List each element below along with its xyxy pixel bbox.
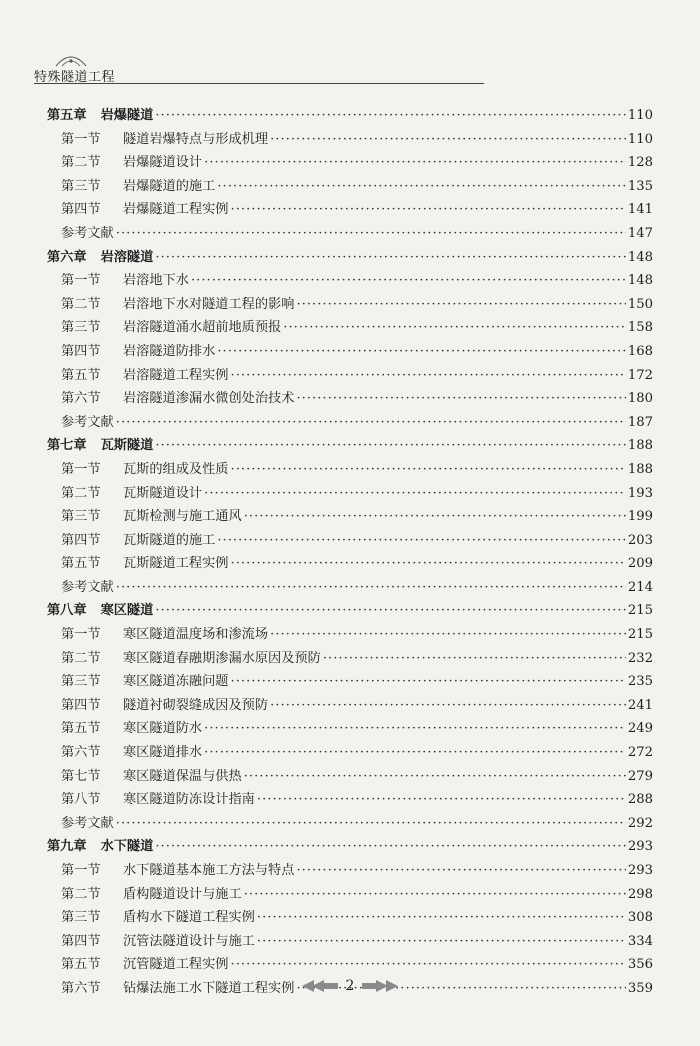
toc-page-number: 356 bbox=[627, 957, 653, 973]
toc-number: 第二节 bbox=[61, 155, 101, 171]
toc-label bbox=[47, 552, 229, 576]
toc-label bbox=[47, 104, 153, 128]
toc-number: 第二节 bbox=[61, 650, 101, 666]
toc-page-number: 292 bbox=[627, 815, 653, 831]
toc-number: 第六节 bbox=[61, 980, 101, 996]
toc-page-number: 249 bbox=[627, 721, 653, 737]
toc-page-number: 150 bbox=[627, 296, 653, 312]
toc-section-row bbox=[47, 883, 653, 907]
toc-label bbox=[47, 529, 215, 553]
toc-number: 第三节 bbox=[61, 320, 101, 336]
toc-section-row bbox=[47, 694, 653, 718]
toc-page-number: 148 bbox=[627, 273, 653, 289]
dot-leader bbox=[231, 458, 626, 482]
dot-leader bbox=[270, 694, 626, 718]
toc-label bbox=[47, 434, 153, 458]
double-arrow-left-icon bbox=[300, 979, 340, 993]
dot-leader bbox=[296, 293, 625, 317]
toc-title: 参考文献 bbox=[61, 225, 114, 241]
toc-title: 岩爆隧道的施工 bbox=[123, 178, 216, 194]
toc-page-number: 293 bbox=[627, 863, 653, 878]
toc-title: 寒区隧道春融期渗漏水原因及预防 bbox=[123, 650, 321, 666]
toc-number: 第五章 bbox=[47, 108, 87, 123]
toc-number: 第三节 bbox=[61, 674, 101, 690]
toc-page-number: 188 bbox=[627, 438, 653, 454]
toc-title: 寒区隧道 bbox=[100, 603, 154, 619]
dot-leader bbox=[204, 151, 626, 175]
toc-reference-row bbox=[47, 411, 653, 435]
toc-section-row bbox=[47, 458, 653, 482]
dot-leader bbox=[257, 788, 626, 812]
toc-page-number: 147 bbox=[627, 225, 653, 241]
toc-page-number: 110 bbox=[627, 108, 653, 123]
toc-label bbox=[47, 883, 242, 907]
toc-title: 沉管法隧道设计与施工 bbox=[123, 933, 255, 949]
toc-number: 第五节 bbox=[61, 957, 101, 973]
toc-page-number: 148 bbox=[627, 249, 653, 265]
toc-page-number: 168 bbox=[627, 343, 653, 359]
toc-title: 瓦斯隧道 bbox=[100, 438, 154, 454]
toc-title: 岩爆隧道设计 bbox=[123, 155, 203, 171]
dot-leader bbox=[270, 128, 626, 152]
toc-section-row bbox=[47, 269, 653, 293]
toc-label bbox=[47, 246, 153, 270]
toc-page-number: 158 bbox=[627, 320, 653, 336]
toc-number: 第九章 bbox=[47, 839, 87, 855]
dot-leader bbox=[244, 765, 626, 789]
dot-leader bbox=[204, 717, 626, 741]
toc-page-number: 193 bbox=[627, 485, 653, 501]
toc-number: 第一节 bbox=[61, 273, 101, 289]
toc-page-number: 232 bbox=[627, 650, 653, 666]
toc-label bbox=[47, 269, 189, 293]
toc-title: 参考文献 bbox=[61, 579, 114, 595]
dot-leader bbox=[116, 812, 626, 836]
toc-title: 瓦斯隧道设计 bbox=[123, 485, 203, 501]
toc-page-number: 235 bbox=[627, 674, 653, 690]
toc-title: 参考文献 bbox=[61, 815, 114, 831]
toc-title: 岩溶隧道渗漏水微创处治技术 bbox=[123, 391, 295, 407]
dot-leader bbox=[155, 246, 626, 270]
toc-section-row bbox=[47, 930, 653, 954]
dot-leader bbox=[116, 576, 626, 600]
dot-leader bbox=[155, 835, 626, 859]
toc-page-number: 215 bbox=[627, 603, 653, 619]
toc-number: 第三节 bbox=[61, 178, 101, 194]
toc-reference-row bbox=[47, 576, 653, 600]
toc-title: 水下隧道 bbox=[100, 839, 154, 855]
toc-label bbox=[47, 482, 202, 506]
toc-title: 岩溶地下水对隧道工程的影响 bbox=[123, 296, 295, 312]
toc-title: 参考文献 bbox=[61, 414, 114, 430]
toc-number: 第三节 bbox=[61, 910, 101, 926]
toc-chapter-row bbox=[47, 835, 653, 859]
toc-reference-row bbox=[47, 222, 653, 246]
dot-leader bbox=[231, 552, 626, 576]
toc-number: 第五节 bbox=[61, 556, 101, 572]
toc-label bbox=[47, 198, 229, 222]
double-arrow-right-icon bbox=[360, 979, 400, 993]
toc-number: 第五节 bbox=[61, 721, 101, 737]
toc-label bbox=[47, 930, 255, 954]
toc-page-number: 241 bbox=[627, 697, 653, 713]
toc-chapter-row bbox=[47, 246, 653, 270]
toc-section-row bbox=[47, 340, 653, 364]
toc-label bbox=[47, 458, 229, 482]
toc-number: 第五节 bbox=[61, 367, 101, 383]
toc-number: 第六章 bbox=[47, 249, 87, 265]
toc-number: 第三节 bbox=[61, 509, 101, 525]
toc-page-number: 215 bbox=[627, 627, 653, 643]
toc-label bbox=[47, 670, 229, 694]
header-rule bbox=[34, 83, 484, 84]
dot-leader bbox=[257, 906, 626, 930]
toc-title: 钻爆法施工水下隧道工程实例 bbox=[123, 980, 295, 996]
toc-label bbox=[47, 906, 255, 930]
toc-number: 第二节 bbox=[61, 296, 101, 312]
page-number: 2 bbox=[345, 978, 355, 994]
toc-section-row bbox=[47, 741, 653, 765]
dot-leader bbox=[217, 529, 626, 553]
toc-page-number: 209 bbox=[627, 556, 653, 572]
toc-label bbox=[47, 293, 294, 317]
toc-section-row bbox=[47, 505, 653, 529]
toc-title: 盾构隧道设计与施工 bbox=[123, 886, 242, 902]
toc-page-number: 172 bbox=[627, 367, 653, 383]
toc-label bbox=[47, 316, 281, 340]
toc-page-number: 203 bbox=[627, 532, 653, 548]
toc-number: 第六节 bbox=[61, 745, 101, 761]
dot-leader bbox=[155, 599, 626, 623]
toc-section-row bbox=[47, 151, 653, 175]
toc-title: 水下隧道基本施工方法与特点 bbox=[123, 863, 295, 878]
toc-page-number: 199 bbox=[627, 509, 653, 525]
toc-number: 第一节 bbox=[61, 131, 101, 147]
toc-number: 第四节 bbox=[61, 202, 101, 218]
toc-label bbox=[47, 599, 153, 623]
toc-section-row bbox=[47, 765, 653, 789]
toc-chapter-row bbox=[47, 599, 653, 623]
toc-section-row bbox=[47, 788, 653, 812]
toc-number: 第八章 bbox=[47, 603, 87, 619]
page-footer bbox=[0, 974, 700, 998]
toc-section-row bbox=[47, 316, 653, 340]
toc-label bbox=[47, 765, 242, 789]
dot-leader bbox=[283, 316, 626, 340]
dot-leader bbox=[231, 198, 626, 222]
toc-label bbox=[47, 788, 255, 812]
dot-leader bbox=[116, 222, 626, 246]
toc-section-row bbox=[47, 128, 653, 152]
toc-title: 隧道衬砌裂缝成因及预防 bbox=[123, 697, 269, 713]
toc-section-row bbox=[47, 529, 653, 553]
toc-page-number: 288 bbox=[627, 792, 653, 808]
toc-label bbox=[47, 411, 114, 435]
toc-page-number: 188 bbox=[627, 461, 653, 477]
toc-number: 第二节 bbox=[61, 485, 101, 501]
toc-title: 盾构水下隧道工程实例 bbox=[123, 910, 255, 926]
toc-title: 隧道岩爆特点与形成机理 bbox=[123, 131, 269, 147]
dot-leader bbox=[257, 930, 626, 954]
toc-label bbox=[47, 340, 215, 364]
toc-label bbox=[47, 623, 268, 647]
toc-page-number: 279 bbox=[627, 768, 653, 784]
toc-label bbox=[47, 222, 114, 246]
toc-number: 第一节 bbox=[61, 863, 101, 878]
dot-leader bbox=[217, 340, 626, 364]
toc-title: 寒区隧道防冻设计指南 bbox=[123, 792, 255, 808]
toc-number: 第四节 bbox=[61, 933, 101, 949]
toc-chapter-row bbox=[47, 434, 653, 458]
toc-number: 第七章 bbox=[47, 438, 87, 454]
toc-title: 岩溶隧道防排水 bbox=[123, 343, 216, 359]
toc-label bbox=[47, 859, 294, 883]
toc-section-row bbox=[47, 364, 653, 388]
toc-page-number: 180 bbox=[627, 391, 653, 407]
toc-label bbox=[47, 717, 202, 741]
toc-title: 瓦斯检测与施工通风 bbox=[123, 509, 242, 525]
toc-number: 第四节 bbox=[61, 697, 101, 713]
toc-label bbox=[47, 505, 242, 529]
toc-title: 沉管隧道工程实例 bbox=[123, 957, 229, 973]
toc-section-row bbox=[47, 906, 653, 930]
toc-number: 第四节 bbox=[61, 532, 101, 548]
running-header bbox=[34, 52, 484, 84]
dot-leader bbox=[204, 482, 626, 506]
toc-number: 第八节 bbox=[61, 792, 101, 808]
toc-label bbox=[47, 128, 268, 152]
toc-label bbox=[47, 647, 321, 671]
table-of-contents bbox=[47, 104, 653, 1001]
toc-label bbox=[47, 151, 202, 175]
toc-label bbox=[47, 835, 153, 859]
toc-section-row bbox=[47, 293, 653, 317]
toc-number: 第七节 bbox=[61, 768, 101, 784]
dot-leader bbox=[155, 434, 626, 458]
toc-page-number: 214 bbox=[627, 579, 653, 595]
toc-section-row bbox=[47, 175, 653, 199]
book-title: 特殊隧道工程 bbox=[34, 70, 116, 85]
toc-page-number: 110 bbox=[627, 131, 653, 147]
toc-title: 寒区隧道防水 bbox=[123, 721, 203, 737]
toc-section-row bbox=[47, 670, 653, 694]
toc-label bbox=[47, 694, 268, 718]
toc-title: 瓦斯隧道的施工 bbox=[123, 532, 216, 548]
toc-section-row bbox=[47, 647, 653, 671]
toc-number: 第一节 bbox=[61, 627, 101, 643]
toc-page-number: 308 bbox=[627, 910, 653, 926]
toc-page-number: 293 bbox=[627, 839, 653, 855]
toc-label bbox=[47, 576, 114, 600]
toc-title: 岩溶隧道 bbox=[100, 249, 154, 265]
toc-section-row bbox=[47, 623, 653, 647]
toc-title: 岩溶地下水 bbox=[123, 273, 189, 289]
dot-leader bbox=[217, 175, 626, 199]
toc-number: 第一节 bbox=[61, 461, 101, 477]
dot-leader bbox=[323, 647, 626, 671]
toc-title: 寒区隧道保温与供热 bbox=[123, 768, 242, 784]
dot-leader bbox=[191, 269, 626, 293]
toc-label bbox=[47, 364, 229, 388]
toc-title: 岩爆隧道工程实例 bbox=[123, 202, 229, 218]
dot-leader bbox=[296, 859, 625, 883]
toc-title: 岩爆隧道 bbox=[100, 108, 154, 123]
toc-title: 岩溶隧道工程实例 bbox=[123, 367, 229, 383]
toc-label bbox=[47, 175, 215, 199]
dot-leader bbox=[231, 364, 626, 388]
toc-number: 第四节 bbox=[61, 343, 101, 359]
toc-page-number: 298 bbox=[627, 886, 653, 902]
toc-section-row bbox=[47, 859, 653, 883]
toc-label bbox=[47, 387, 294, 411]
toc-title: 寒区隧道冻融问题 bbox=[123, 674, 229, 690]
toc-page-number: 272 bbox=[627, 745, 653, 761]
dot-leader bbox=[270, 623, 626, 647]
toc-number: 第六节 bbox=[61, 391, 101, 407]
dot-leader bbox=[204, 741, 626, 765]
dot-leader bbox=[231, 670, 626, 694]
toc-section-row bbox=[47, 482, 653, 506]
toc-title: 寒区隧道温度场和渗流场 bbox=[123, 627, 269, 643]
toc-number: 第二节 bbox=[61, 886, 101, 902]
toc-title: 瓦斯隧道工程实例 bbox=[123, 556, 229, 572]
dot-leader bbox=[244, 883, 626, 907]
toc-section-row bbox=[47, 387, 653, 411]
toc-title: 瓦斯的组成及性质 bbox=[123, 461, 229, 477]
toc-section-row bbox=[47, 717, 653, 741]
toc-page-number: 141 bbox=[627, 202, 653, 218]
toc-label bbox=[47, 812, 114, 836]
toc-title: 寒区隧道排水 bbox=[123, 745, 203, 761]
toc-page-number: 128 bbox=[627, 155, 653, 171]
toc-reference-row bbox=[47, 812, 653, 836]
toc-page-number: 359 bbox=[627, 980, 653, 996]
dot-leader bbox=[155, 104, 626, 128]
toc-page-number: 334 bbox=[627, 933, 653, 949]
toc-section-row bbox=[47, 198, 653, 222]
dot-leader bbox=[244, 505, 626, 529]
toc-title: 岩溶隧道涌水超前地质预报 bbox=[123, 320, 282, 336]
toc-page-number: 135 bbox=[627, 178, 653, 194]
toc-section-row bbox=[47, 552, 653, 576]
dot-leader bbox=[296, 387, 625, 411]
toc-page-number: 187 bbox=[627, 414, 653, 430]
toc-label bbox=[47, 741, 202, 765]
dot-leader bbox=[116, 411, 626, 435]
toc-chapter-row bbox=[47, 104, 653, 128]
